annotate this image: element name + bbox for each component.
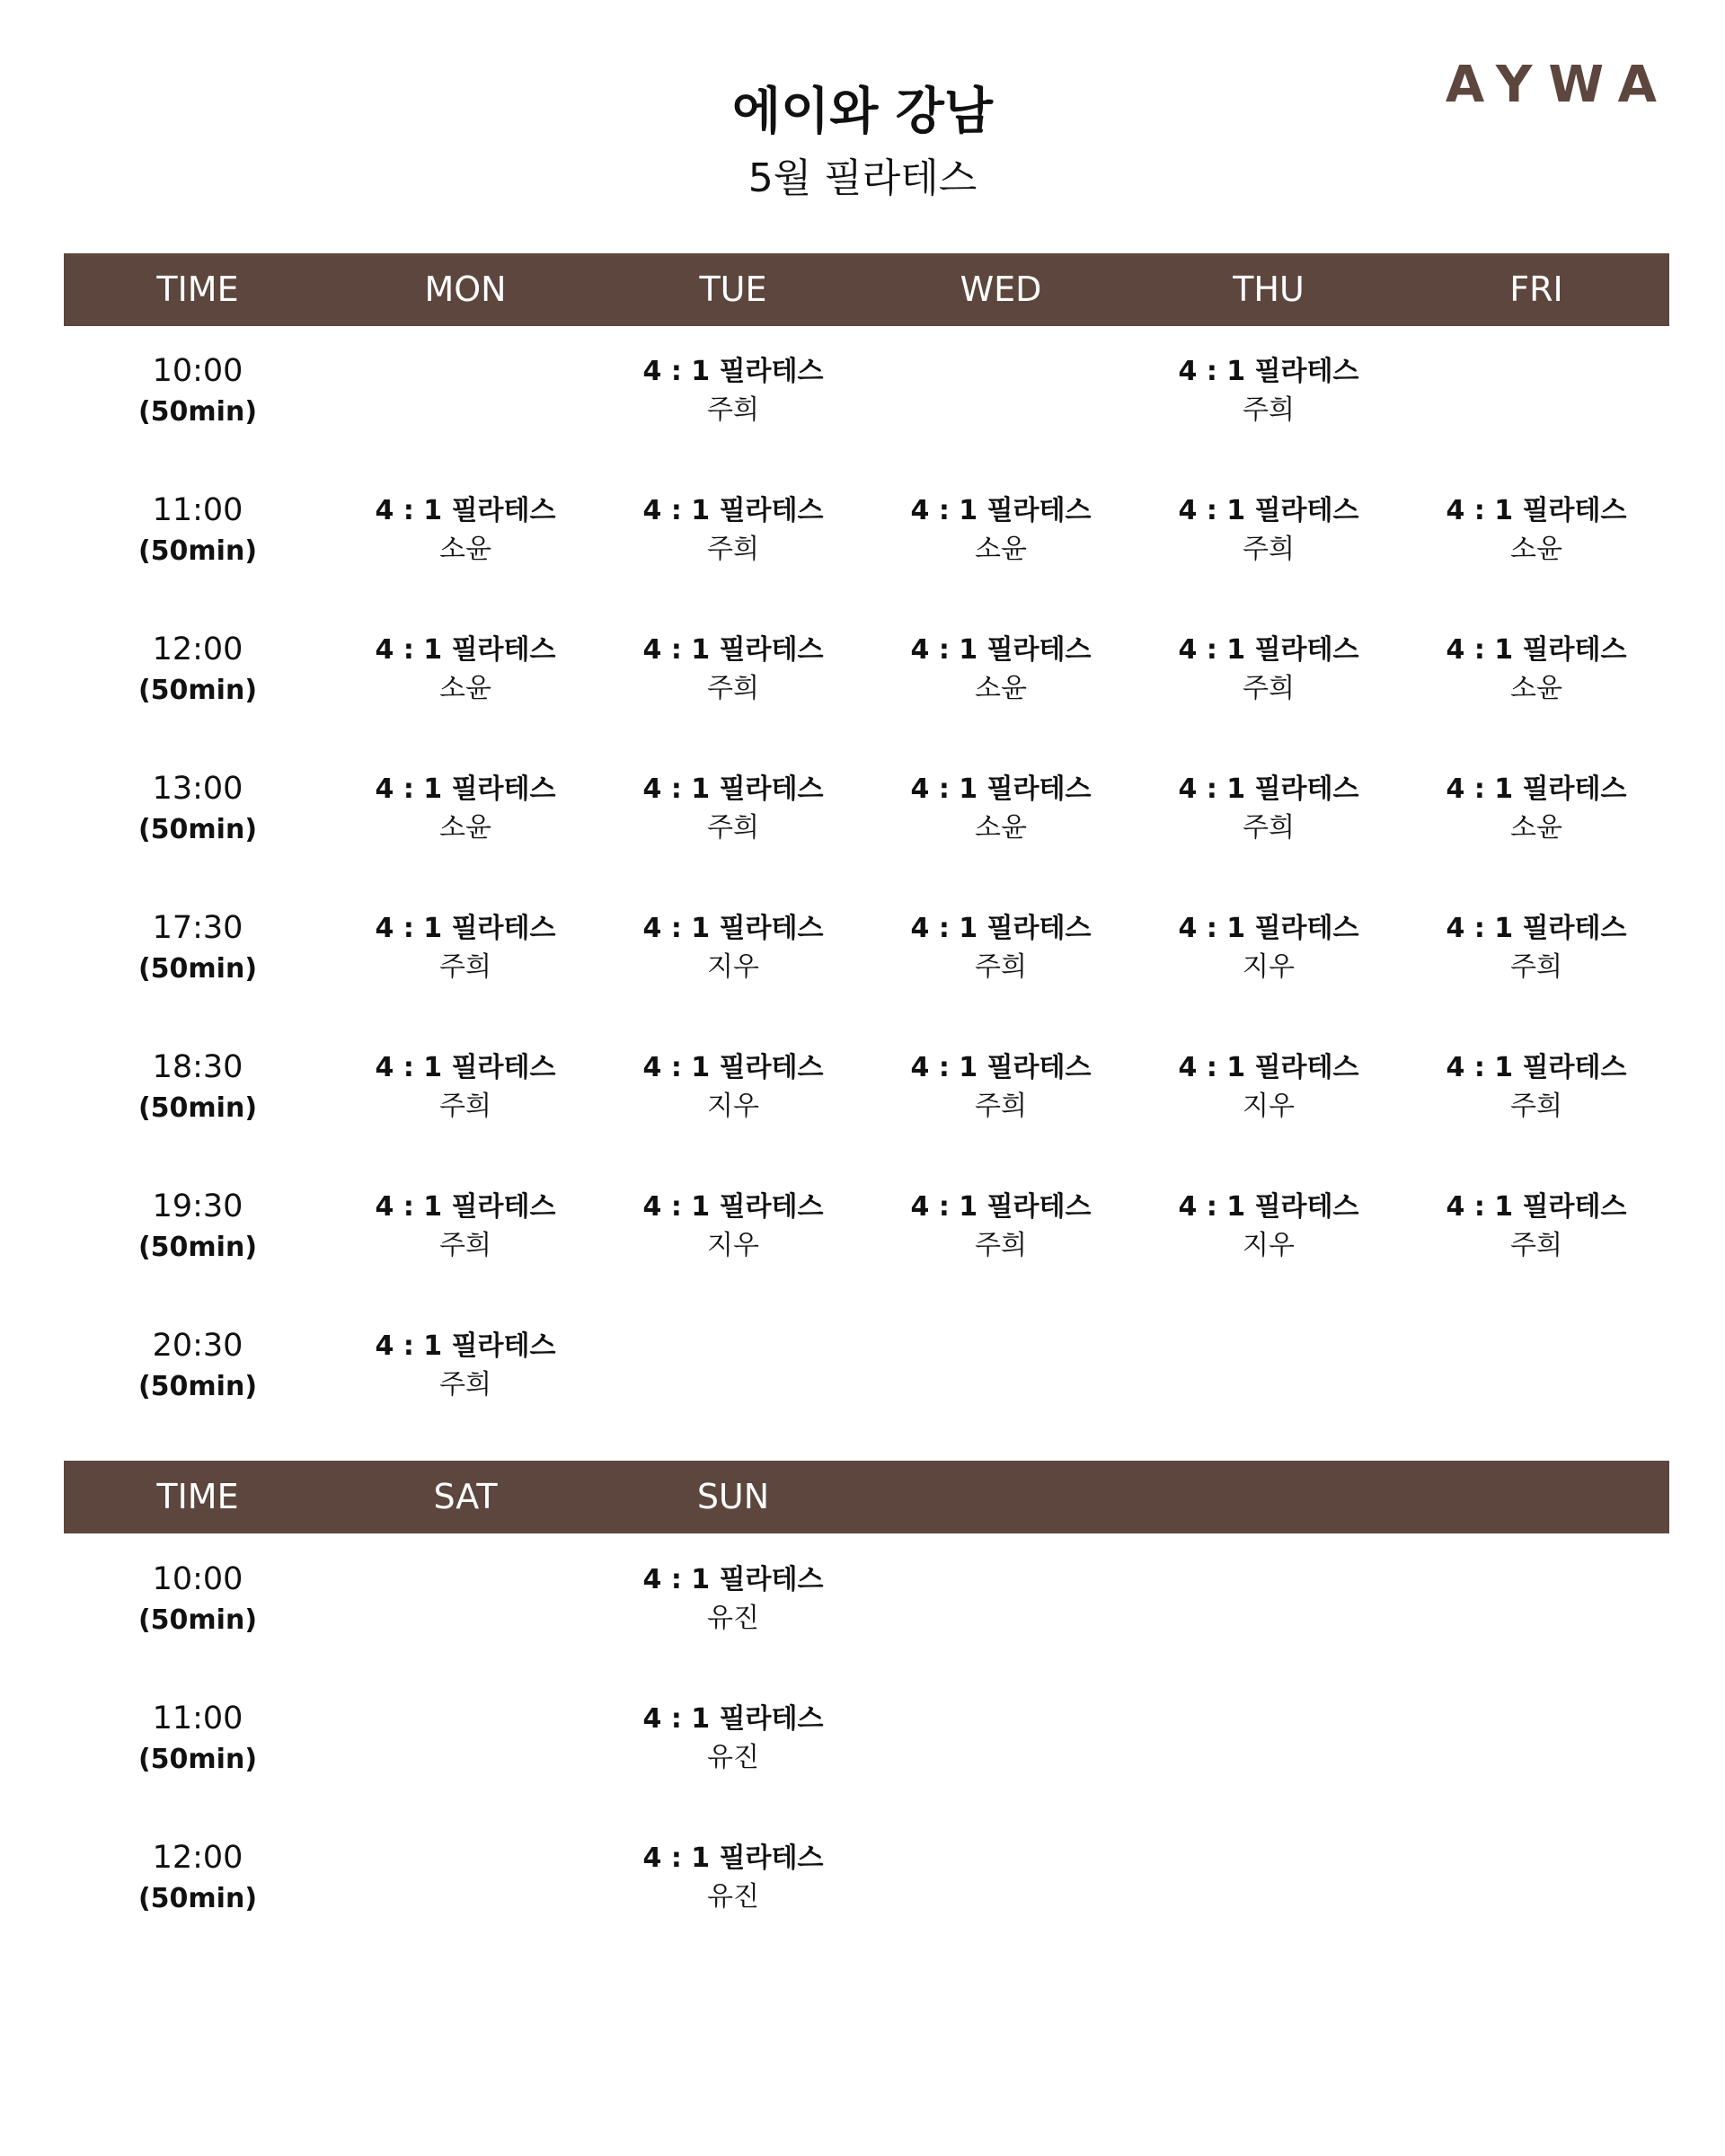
weekday-header-bar: [64, 253, 1669, 326]
class-name: 4 : 1 필라테스: [642, 913, 824, 944]
time-slot: [64, 629, 332, 711]
class-cell: [599, 1700, 867, 1777]
class-cell: [1135, 1048, 1402, 1126]
class-cell: [1135, 352, 1402, 429]
instructor-name: 지우: [707, 1230, 759, 1261]
class-name: 4 : 1 필라테스: [1446, 1052, 1627, 1083]
instructor-name: 주희: [1510, 1230, 1562, 1261]
column-header-sat: SAT: [433, 1477, 498, 1516]
class-name: 4 : 1 필라테스: [642, 634, 824, 666]
column-header-sun: SUN: [696, 1477, 770, 1516]
class-name: 4 : 1 필라테스: [910, 1052, 1092, 1083]
instructor-name: 주희: [439, 1369, 491, 1401]
instructor-name: 소윤: [1510, 673, 1562, 704]
class-name: 4 : 1 필라테스: [910, 773, 1092, 805]
duration-label: (50min): [137, 1092, 258, 1124]
instructor-name: 소윤: [1510, 534, 1562, 565]
instructor-name: 주희: [707, 812, 759, 844]
class-cell: [332, 770, 599, 847]
class-cell: [599, 1839, 867, 1916]
class-name: 4 : 1 필라테스: [642, 1703, 824, 1735]
instructor-name: 주희: [1243, 534, 1295, 565]
class-name: 4 : 1 필라테스: [910, 495, 1092, 526]
duration-label: (50min): [137, 1232, 258, 1263]
instructor-name: 주희: [975, 1091, 1027, 1122]
class-name: 4 : 1 필라테스: [375, 1052, 556, 1083]
class-cell: [1402, 491, 1670, 569]
instructor-name: 주희: [1243, 812, 1295, 844]
time-label: 12:00: [152, 1840, 243, 1876]
time-slot: [64, 1698, 332, 1780]
page-title: 에이와 강남: [732, 83, 993, 141]
instructor-name: 주희: [1243, 394, 1295, 426]
time-label: 10:00: [152, 1561, 243, 1597]
instructor-name: 주희: [1243, 673, 1295, 704]
column-header-time: TIME: [156, 270, 239, 309]
class-cell: [1402, 631, 1670, 708]
class-name: 4 : 1 필라테스: [1178, 495, 1359, 526]
time-label: 11:00: [152, 1701, 243, 1736]
instructor-name: 소윤: [975, 812, 1027, 844]
class-name: 4 : 1 필라테스: [642, 773, 824, 805]
instructor-name: 주희: [707, 673, 759, 704]
class-cell: [332, 1327, 599, 1404]
time-label: 19:30: [152, 1188, 243, 1224]
class-cell: [599, 1560, 867, 1638]
instructor-name: 지우: [707, 951, 759, 983]
instructor-name: 주희: [975, 951, 1027, 983]
time-slot: [64, 1186, 332, 1268]
time-slot: [64, 1559, 332, 1641]
instructor-name: 지우: [1243, 1230, 1295, 1261]
duration-label: (50min): [137, 1744, 258, 1775]
instructor-name: 주희: [975, 1230, 1027, 1261]
column-header-wed: WED: [960, 270, 1042, 309]
class-cell: [599, 631, 867, 708]
class-cell: [1402, 909, 1670, 986]
instructor-name: 소윤: [975, 534, 1027, 565]
class-name: 4 : 1 필라테스: [1446, 495, 1627, 526]
instructor-name: 주희: [707, 534, 759, 565]
time-slot: [64, 350, 332, 433]
class-cell: [867, 631, 1135, 708]
class-name: 4 : 1 필라테스: [642, 1564, 824, 1595]
column-header-thu: THU: [1233, 270, 1305, 309]
column-header-fri: FRI: [1509, 270, 1563, 309]
time-label: 17:30: [152, 910, 243, 946]
column-header-tue: TUE: [699, 270, 767, 309]
class-name: 4 : 1 필라테스: [642, 1842, 824, 1874]
class-name: 4 : 1 필라테스: [1446, 634, 1627, 666]
duration-label: (50min): [137, 814, 258, 845]
class-name: 4 : 1 필라테스: [1446, 1191, 1627, 1223]
weekend-header-bar: [64, 1461, 1669, 1533]
class-cell: [332, 909, 599, 986]
duration-label: (50min): [137, 1604, 258, 1636]
instructor-name: 유진: [707, 1603, 759, 1634]
time-label: 13:00: [152, 771, 243, 807]
class-name: 4 : 1 필라테스: [375, 773, 556, 805]
class-cell: [332, 491, 599, 569]
class-cell: [867, 491, 1135, 569]
duration-label: (50min): [137, 535, 258, 567]
time-label: 20:30: [152, 1328, 243, 1364]
time-label: 11:00: [152, 492, 243, 528]
class-name: 4 : 1 필라테스: [910, 913, 1092, 944]
instructor-name: 소윤: [439, 812, 491, 844]
class-name: 4 : 1 필라테스: [375, 1191, 556, 1223]
class-cell: [332, 1188, 599, 1265]
instructor-name: 주희: [439, 1230, 491, 1261]
instructor-name: 주희: [1510, 951, 1562, 983]
time-slot: [64, 768, 332, 851]
instructor-name: 소윤: [439, 534, 491, 565]
class-cell: [1135, 491, 1402, 569]
class-name: 4 : 1 필라테스: [910, 634, 1092, 666]
time-slot: [64, 1047, 332, 1129]
class-name: 4 : 1 필라테스: [375, 913, 556, 944]
instructor-name: 유진: [707, 1742, 759, 1773]
time-slot: [64, 1325, 332, 1408]
class-name: 4 : 1 필라테스: [375, 1330, 556, 1362]
instructor-name: 주희: [1510, 1091, 1562, 1122]
class-name: 4 : 1 필라테스: [1178, 634, 1359, 666]
class-cell: [332, 631, 599, 708]
instructor-name: 주희: [707, 394, 759, 426]
instructor-name: 지우: [1243, 951, 1295, 983]
time-slot: [64, 1837, 332, 1920]
duration-label: (50min): [137, 1883, 258, 1914]
instructor-name: 주희: [439, 951, 491, 983]
class-cell: [867, 1188, 1135, 1265]
class-cell: [1135, 631, 1402, 708]
class-cell: [1402, 1048, 1670, 1126]
instructor-name: 유진: [707, 1881, 759, 1913]
class-cell: [599, 491, 867, 569]
duration-label: (50min): [137, 953, 258, 985]
duration-label: (50min): [137, 396, 258, 428]
duration-label: (50min): [137, 1371, 258, 1402]
time-slot: [64, 490, 332, 572]
instructor-name: 소윤: [975, 673, 1027, 704]
instructor-name: 지우: [707, 1091, 759, 1122]
class-name: 4 : 1 필라테스: [1178, 356, 1359, 387]
instructor-name: 소윤: [1510, 812, 1562, 844]
column-header-mon: MON: [424, 270, 507, 309]
brand-logo: AYWA: [1445, 56, 1673, 114]
class-name: 4 : 1 필라테스: [375, 634, 556, 666]
class-name: 4 : 1 필라테스: [1178, 913, 1359, 944]
time-slot: [64, 907, 332, 990]
time-label: 10:00: [152, 353, 243, 389]
class-name: 4 : 1 필라테스: [642, 1052, 824, 1083]
class-cell: [1135, 909, 1402, 986]
class-name: 4 : 1 필라테스: [375, 495, 556, 526]
class-name: 4 : 1 필라테스: [1446, 773, 1627, 805]
class-cell: [1135, 1188, 1402, 1265]
class-cell: [1402, 1188, 1670, 1265]
class-cell: [599, 909, 867, 986]
class-cell: [332, 1048, 599, 1126]
class-cell: [599, 1188, 867, 1265]
class-name: 4 : 1 필라테스: [642, 1191, 824, 1223]
duration-label: (50min): [137, 675, 258, 706]
class-name: 4 : 1 필라테스: [1446, 913, 1627, 944]
class-name: 4 : 1 필라테스: [1178, 773, 1359, 805]
time-label: 18:30: [152, 1049, 243, 1085]
class-cell: [599, 1048, 867, 1126]
instructor-name: 지우: [1243, 1091, 1295, 1122]
class-cell: [599, 352, 867, 429]
class-cell: [867, 770, 1135, 847]
class-name: 4 : 1 필라테스: [642, 356, 824, 387]
class-cell: [867, 909, 1135, 986]
instructor-name: 주희: [439, 1091, 491, 1122]
time-label: 12:00: [152, 632, 243, 667]
class-name: 4 : 1 필라테스: [910, 1191, 1092, 1223]
class-cell: [867, 1048, 1135, 1126]
instructor-name: 소윤: [439, 673, 491, 704]
class-name: 4 : 1 필라테스: [642, 495, 824, 526]
class-name: 4 : 1 필라테스: [1178, 1191, 1359, 1223]
class-cell: [1402, 770, 1670, 847]
class-cell: [1135, 770, 1402, 847]
class-cell: [599, 770, 867, 847]
page-subtitle: 5월 필라테스: [748, 155, 978, 201]
column-header-time: TIME: [156, 1477, 239, 1516]
class-name: 4 : 1 필라테스: [1178, 1052, 1359, 1083]
